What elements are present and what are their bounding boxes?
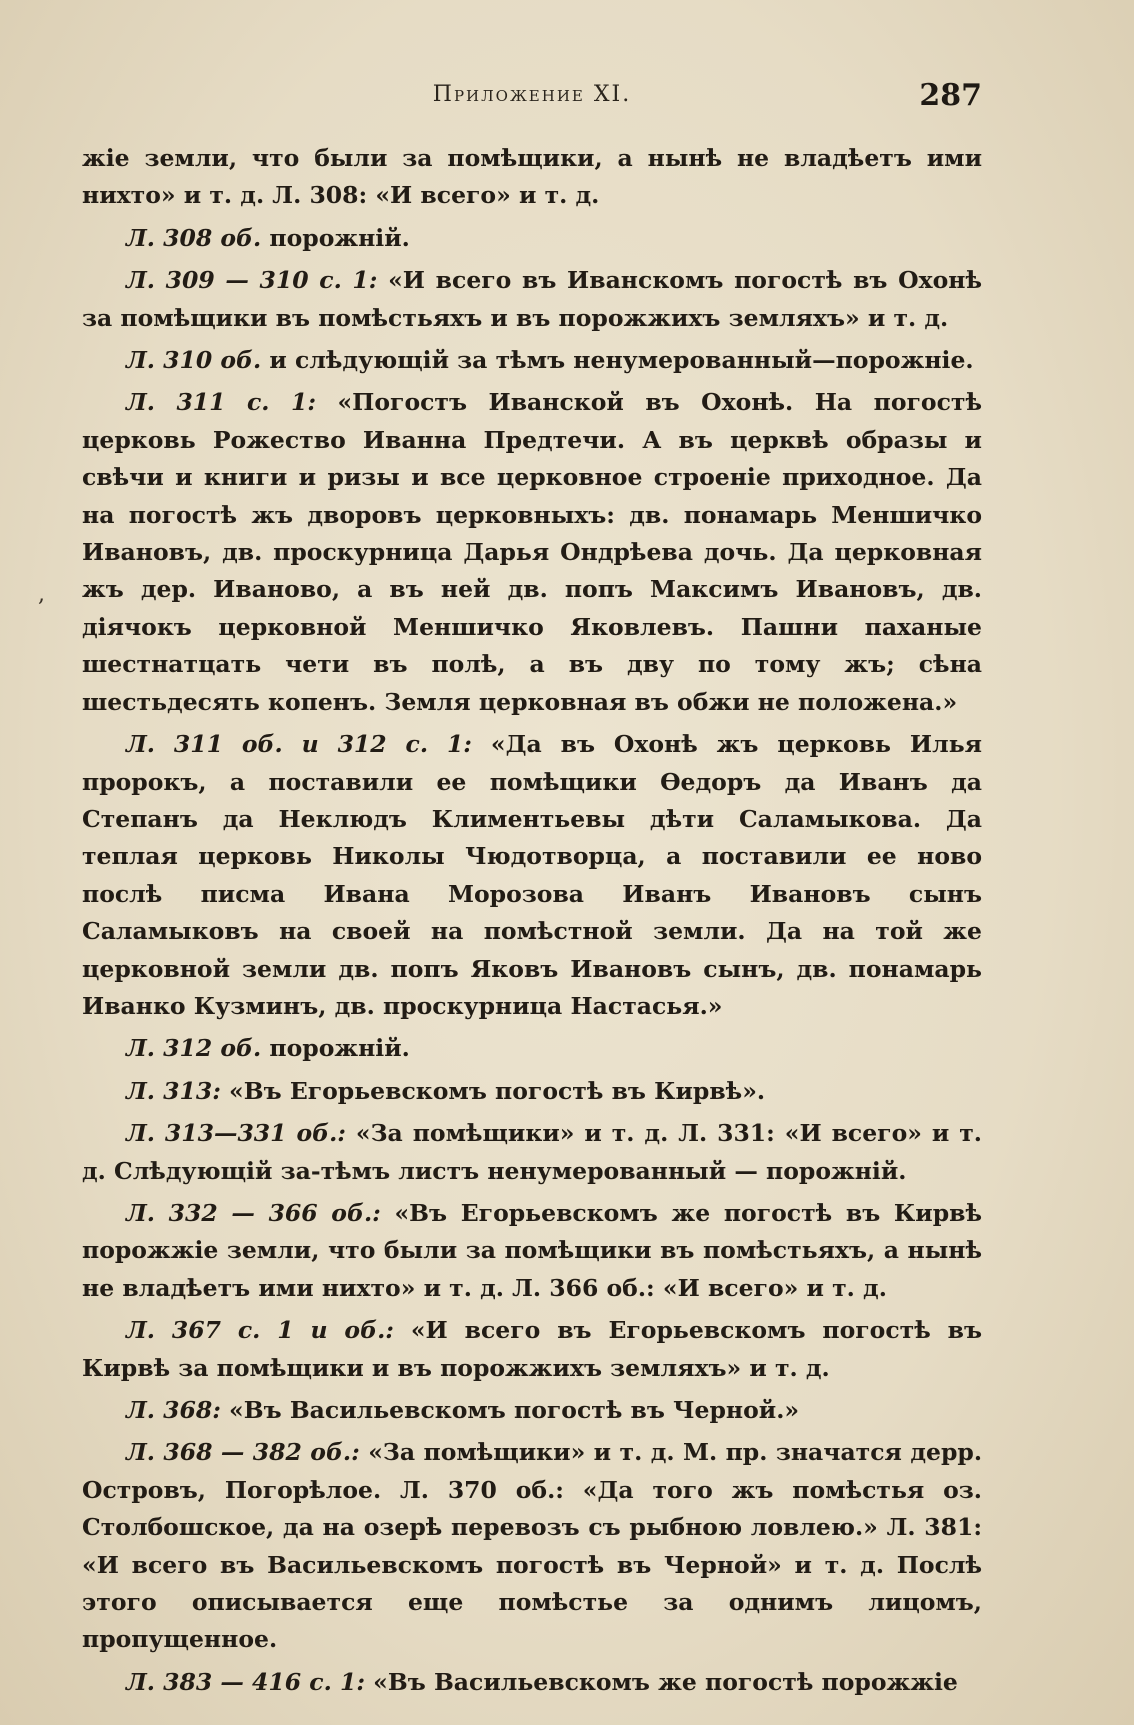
folio-reference: Л. 311 с. 1: [126, 388, 316, 417]
paragraph-text: «Въ Егорьевскомъ погостѣ въ Кирвѣ». [220, 1076, 766, 1105]
folio-reference: Л. 310 об. [126, 346, 262, 375]
paragraph [82, 726, 982, 1025]
paragraph [82, 342, 982, 379]
paragraph [82, 1392, 982, 1429]
paragraph [82, 1030, 982, 1067]
paragraph-text: «И всего въ Иванскомъ погостѣ въ Охонѣ за помѣщики въ помѣстьяхъ и въ порожжихъ земляхъ» и т. д. [82, 266, 982, 332]
section-title: Приложение XI. [432, 82, 632, 107]
folio-reference: Л. 313—331 об.: [126, 1119, 346, 1148]
folio-reference: Л. 308 об. [126, 223, 262, 252]
folio-reference: Л. 367 с. 1 и об.: [126, 1316, 394, 1345]
folio-reference: Л. 311 об. и 312 с. 1: [126, 730, 472, 759]
paragraph [82, 220, 982, 257]
paragraph-text: порожній. [261, 223, 410, 252]
paragraph-text: «Въ Васильевскомъ же погостѣ порожжіе [365, 1667, 958, 1696]
running-head [82, 78, 982, 118]
paragraph-text: и слѣдующій за тѣмъ ненумерованный—порожніе. [261, 346, 974, 375]
folio-reference: Л. 368: [126, 1396, 221, 1424]
page-number: 287 [919, 78, 982, 113]
paragraph [82, 1073, 982, 1110]
folio-reference: Л. 383 — 416 с. 1: [126, 1667, 365, 1696]
paragraph [82, 1664, 982, 1701]
folio-reference: Л. 332 — 366 об.: [126, 1198, 381, 1227]
paragraph [82, 384, 982, 721]
paragraph-text: «Погостъ Иванской въ Охонѣ. На погостѣ церковь Рожество Иванна Предтечи. А въ церквѣ образы и свѣчи и книги и ризы и все церковное строеніе приходное. Да на погостѣ жъ дворовъ церковныхъ: дв. понамарь Меншичко Ивановъ, дв. проскурница Дарья Ондрѣева дочь. Да церковная жъ дер. Иваново, а въ ней дв. попъ Максимъ Ивановъ, дв. діячокъ церковной Меншичко Яковлевъ. Пашни паханые шестнатцать чети въ полѣ, а въ дву по тому жъ; сѣна шестьдесять копенъ. Земля церковная въ обжи не положена.» [82, 388, 982, 716]
folio-reference: Л. 309 — 310 с. 1: [126, 266, 378, 295]
paragraph [82, 140, 982, 215]
paragraph [82, 262, 982, 337]
paragraph-text: «Въ Егорьевскомъ же погостѣ въ Кирвѣ порожжіе земли, что были за помѣщики въ помѣстьяхъ, а нынѣ не владѣетъ ими нихто» и т. д. Л. 366 об.: «И всего» и т. д. [82, 1198, 982, 1302]
folio-reference: Л. 312 об. [126, 1034, 262, 1063]
paragraph [82, 1115, 982, 1190]
paragraph-text: «Въ Васильевскомъ погостѣ въ Черной.» [220, 1396, 800, 1424]
paragraph-text: «И всего въ Егорьевскомъ погостѣ въ Кирвѣ за помѣщики и въ порожжихъ земляхъ» и т. д. [82, 1316, 982, 1382]
paragraph [82, 1195, 982, 1307]
margin-mark: , [38, 582, 45, 607]
paragraph-text: «За помѣщики» и т. д. Л. 331: «И всего» и т. д. Слѣдующій за-тѣмъ листъ ненумерованный — порожній. [82, 1119, 982, 1185]
paragraph [82, 1434, 982, 1658]
paragraph-text: «Да въ Охонѣ жъ церковь Илья пророкъ, а поставили ее помѣщики Ѳедоръ да Иванъ да Степанъ да Неклюдъ Климентьевы дѣти Саламыкова. Да теплая церковь Николы Чюдотворца, а поставили ее ново послѣ писма Ивана Морозова Иванъ Ивановъ сынъ Саламыковъ на своей на помѣстной земли. Да на той же церковной земли дв. попъ Яковъ Ивановъ сынъ, дв. понамарь Иванко Кузминъ, дв. проскурница Настасья.» [82, 730, 983, 1020]
folio-reference: Л. 368 — 382 об.: [126, 1438, 360, 1467]
body-text [82, 140, 982, 1706]
paragraph-text: жіе земли, что были за помѣщики, а нынѣ не владѣетъ ими нихто» и т. д. Л. 308: «И всего» и т. д. [82, 144, 982, 210]
paragraph-text: порожній. [261, 1034, 410, 1063]
paragraph [82, 1312, 982, 1387]
folio-reference: Л. 313: [126, 1076, 221, 1105]
paragraph-text: «За помѣщики» и т. д. М. пр. значатся дерр. Островъ, Погорѣлое. Л. 370 об.: «Да того жъ помѣстья оз. Столбошское, да на озерѣ перевозъ съ рыбною ловлею.» Л. 381: «И всего въ Васильевскомъ погостѣ въ Черной» и т. д. Послѣ этого описывается еще помѣстье за однимъ лицомъ, пропущенное. [82, 1438, 982, 1654]
